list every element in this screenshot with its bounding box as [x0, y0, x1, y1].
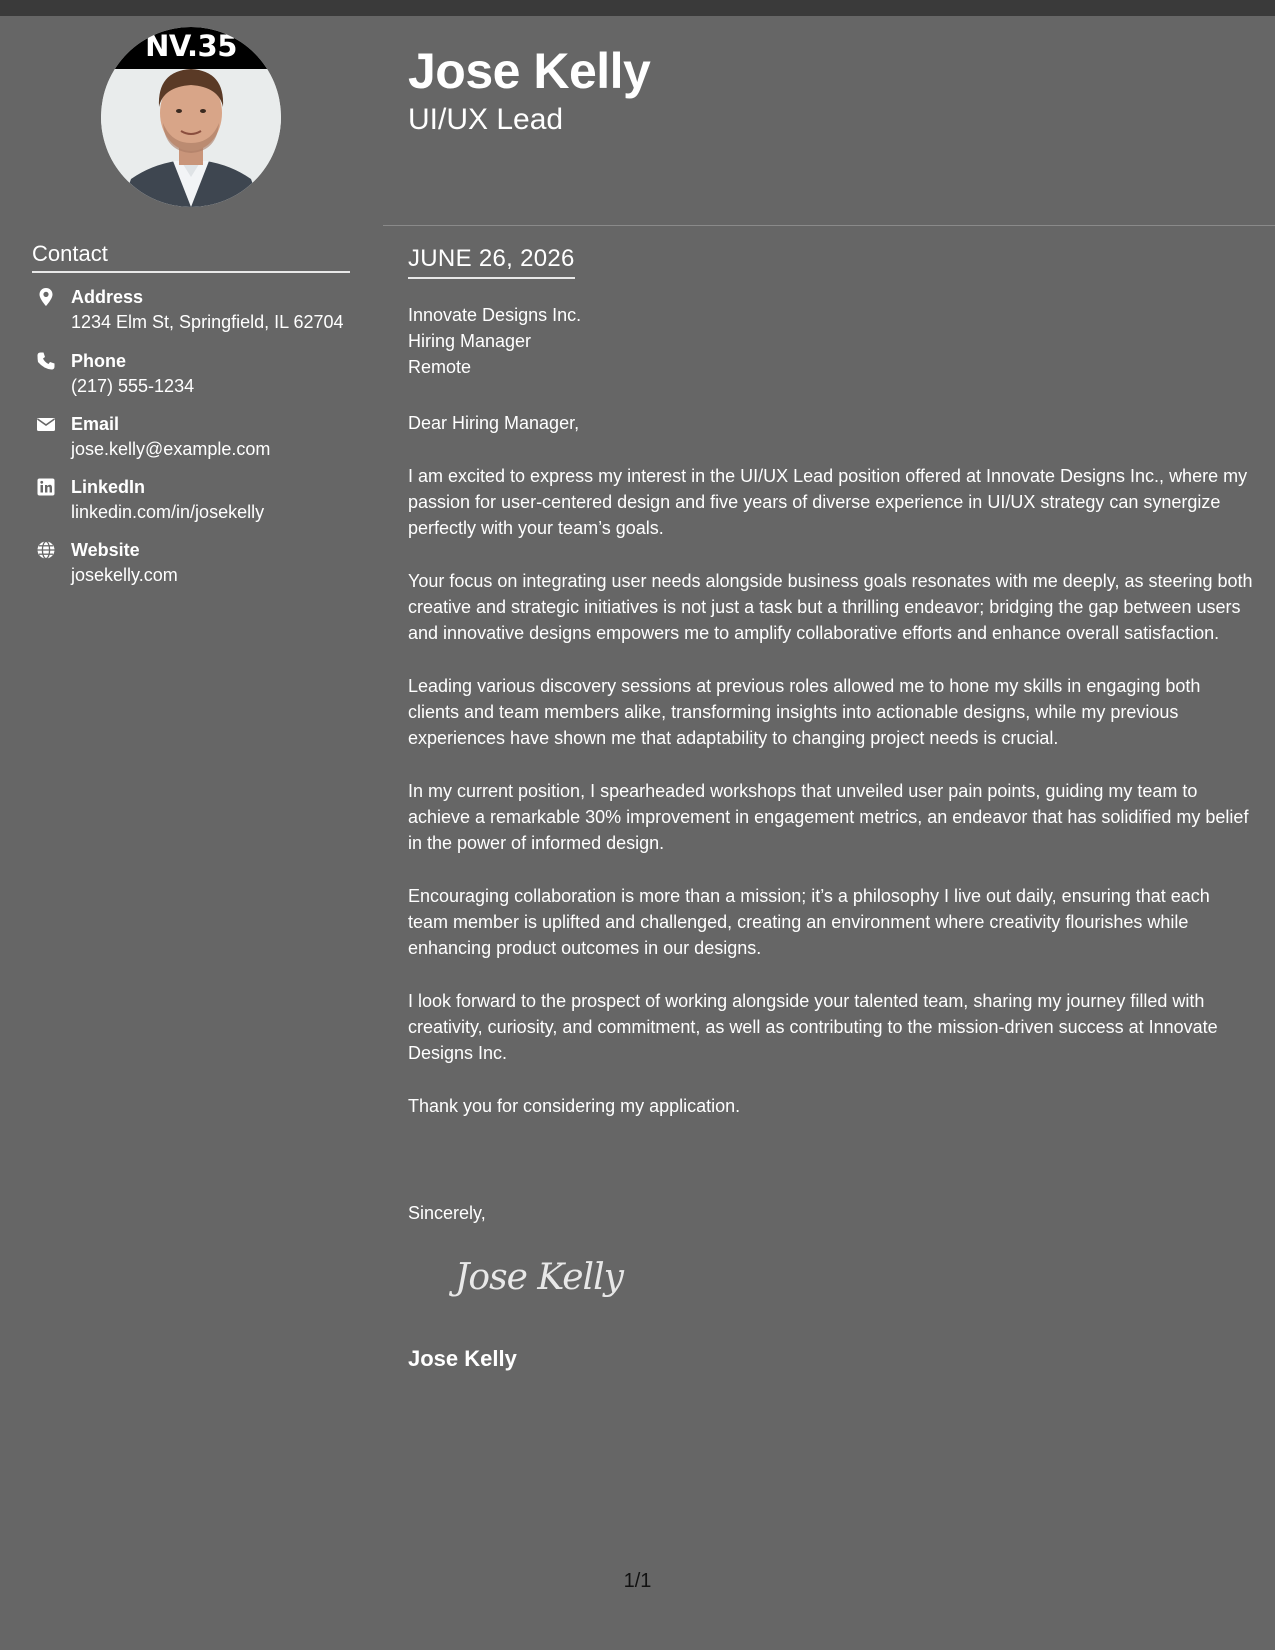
letter-date: JUNE 26, 2026	[408, 245, 575, 279]
contact-value: jose.kelly@example.com	[71, 439, 271, 459]
contact-label: Website	[71, 540, 140, 560]
letter-paragraph: Leading various discovery sessions at previous roles allowed me to hone my skills in engaging both clients and team members alike, transforming insights into actionable designs, while my previous experiences have shown me that adaptability to changing project needs is crucial.	[408, 676, 1201, 748]
applicant-name: Jose Kelly	[408, 43, 651, 99]
closing: Sincerely,	[408, 1203, 486, 1223]
photo-badge: NV.35	[145, 29, 237, 63]
job-title: UI/UX Lead	[408, 103, 564, 136]
signer-name: Jose Kelly	[408, 1346, 517, 1371]
linkedin-icon	[36, 477, 56, 497]
sidebar	[0, 16, 383, 1650]
letter-paragraph: Encouraging collaboration is more than a mission; it’s a philosophy I live out daily, ensuring that each team member is uplifted and challenged, creating an environment where creativity flourishes while enhancing product outcomes in our designs.	[408, 886, 1210, 958]
letter-paragraph: I am excited to express my interest in the UI/UX Lead position offered at Innovate Designs Inc., where my passion for user-centered design and five years of diverse experience in UI/UX strategy can synergize perfectly with your team’s goals.	[408, 466, 1248, 538]
envelope-icon	[36, 414, 56, 434]
letter-body	[408, 410, 1253, 1146]
handwritten-signature: Jose Kelly	[455, 1257, 623, 1298]
contact-value: (217) 555-1234	[71, 376, 195, 396]
contact-label: Email	[71, 414, 120, 434]
letter-paragraph: In my current position, I spearheaded workshops that unveiled user pain points, guiding my team to achieve a remarkable 30% improvement in engagement metrics, an endeavor that has solidified my belief in the power of informed design.	[408, 781, 1249, 853]
salutation: Dear Hiring Manager,	[408, 413, 580, 433]
globe-icon	[36, 540, 56, 560]
contact-value: 1234 Elm St, Springfield, IL 62704	[71, 312, 344, 332]
letter-paragraph: I look forward to the prospect of working alongside your talented team, sharing my journey filled with creativity, curiosity, and commitment, as well as contributing to the mission-driven success at Innovate Designs Inc.	[408, 991, 1218, 1063]
letter-paragraph: Your focus on integrating user needs alongside business goals resonates with me deeply, as steering both creative and strategic initiatives is not just a task but a thrilling endeavor; bridging the gap between users and innovative designs empowers me to amplify collaborative efforts and enhance overall satisfaction.	[408, 571, 1253, 643]
recipient-role: Hiring Manager	[408, 331, 532, 351]
contact-value: josekelly.com	[71, 565, 178, 585]
recipient-company: Innovate Designs Inc.	[408, 305, 582, 325]
contact-label: LinkedIn	[71, 477, 146, 497]
contact-heading: Contact	[32, 241, 350, 273]
contact-label: Address	[71, 287, 144, 307]
header-divider	[383, 225, 1275, 226]
recipient-location: Remote	[408, 357, 472, 377]
top-bar	[0, 0, 1275, 16]
location-pin-icon	[36, 287, 56, 307]
page-number: 1/1	[623, 1570, 652, 1592]
phone-icon	[36, 351, 56, 371]
profile-photo	[101, 27, 281, 207]
contact-value: linkedin.com/in/josekelly	[71, 502, 265, 522]
recipient-block	[408, 302, 581, 380]
contact-label: Phone	[71, 351, 127, 371]
letter-paragraph: Thank you for considering my application.	[408, 1096, 741, 1116]
